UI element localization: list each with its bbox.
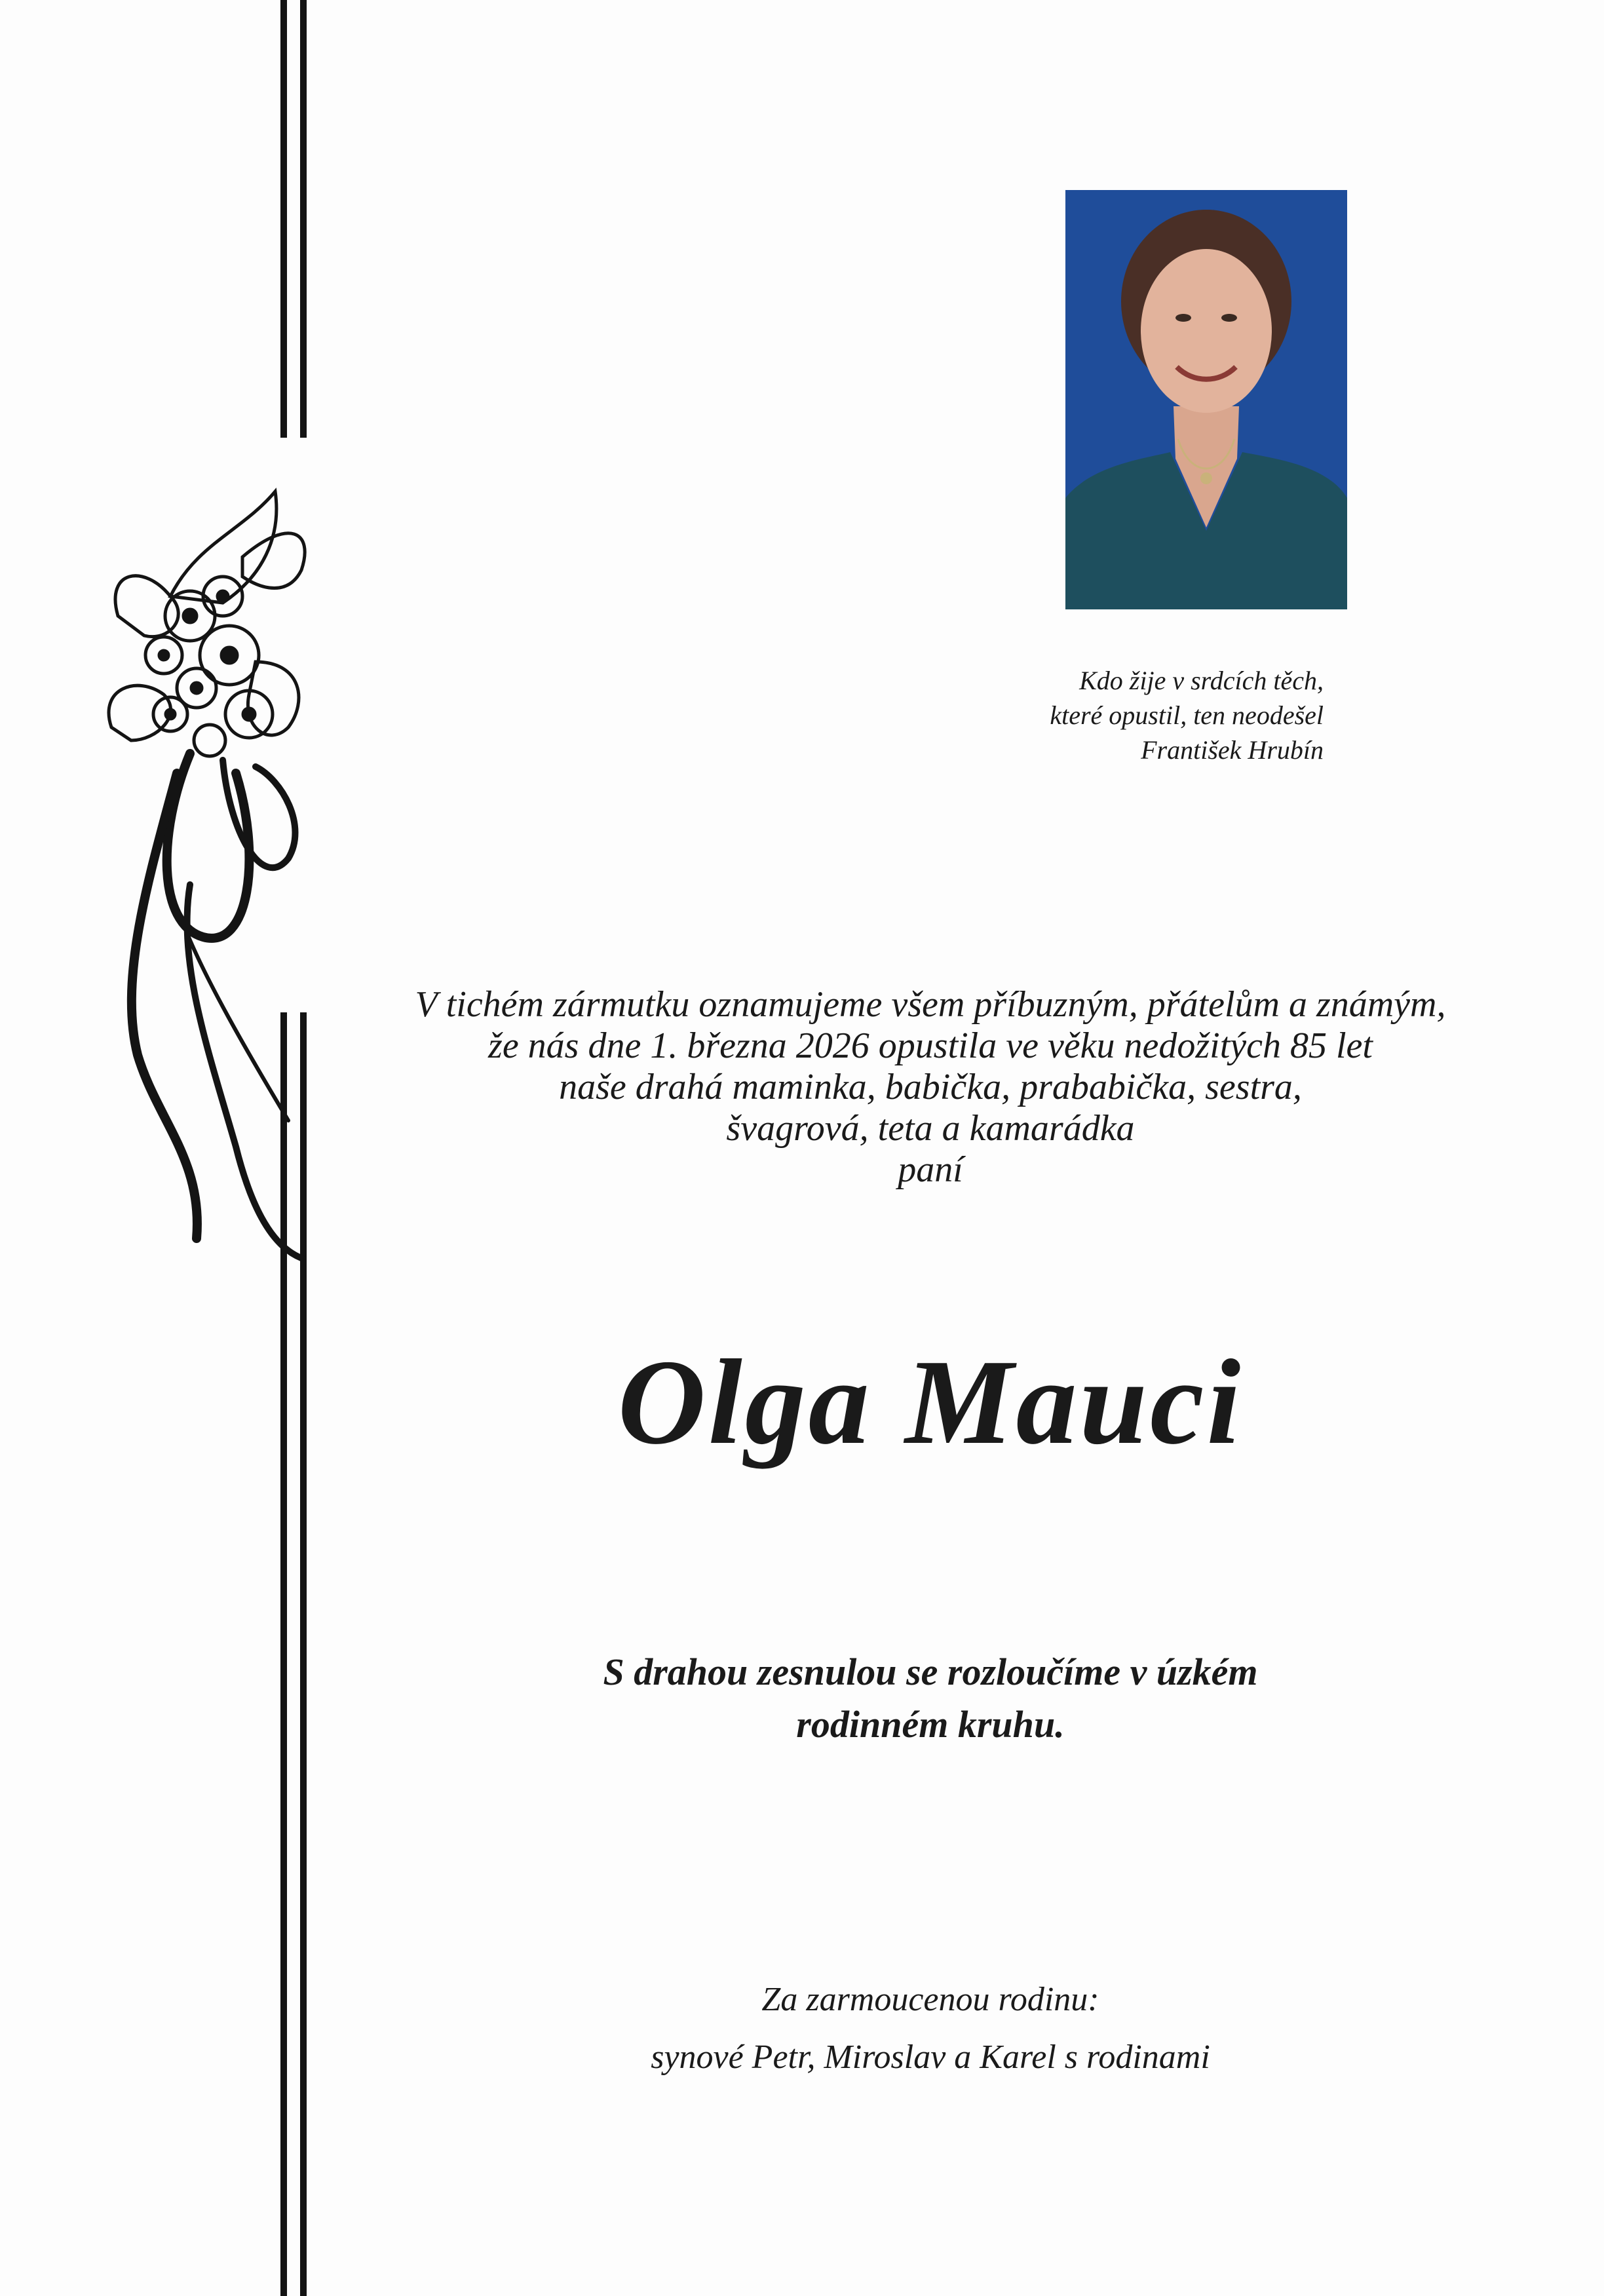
quote-line: které opustil, ten neodešel bbox=[1050, 700, 1324, 730]
announcement-line: švagrová, teta a kamarádka bbox=[726, 1108, 1135, 1149]
quote-author: František Hrubín bbox=[1141, 735, 1324, 765]
death-announcement bbox=[288, 984, 1573, 1191]
farewell-line: S drahou zesnulou se rozloučíme v úzkém bbox=[603, 1651, 1258, 1693]
deceased-name: Olga Mauci bbox=[617, 1335, 1244, 1470]
flower-bouquet-ribbon-icon bbox=[92, 465, 308, 1278]
announcement-line: paní bbox=[898, 1149, 963, 1190]
family-line: Za zarmoucenou rodinu: bbox=[761, 1981, 1099, 2018]
farewell-line: rodinném kruhu. bbox=[796, 1703, 1065, 1746]
family-signature bbox=[288, 1971, 1573, 2086]
mourning-line-right-upper bbox=[300, 0, 307, 438]
quote-line: Kdo žije v srdcích těch, bbox=[1079, 666, 1324, 695]
announcement-line: naše drahá maminka, babička, prababička, sestra, bbox=[559, 1067, 1302, 1107]
family-line: synové Petr, Miroslav a Karel s rodinami bbox=[651, 2038, 1210, 2076]
announcement-line: že nás dne 1. března 2026 opustila ve věku nedožitých 85 let bbox=[488, 1025, 1373, 1066]
memorial-quote bbox=[944, 663, 1324, 767]
mourning-line-left-upper bbox=[280, 0, 287, 438]
farewell-notice bbox=[288, 1646, 1573, 1751]
announcement-line: V tichém zármutku oznamujeme všem příbuzným, přátelům a známým, bbox=[415, 984, 1446, 1025]
portrait-photo bbox=[1065, 190, 1347, 609]
